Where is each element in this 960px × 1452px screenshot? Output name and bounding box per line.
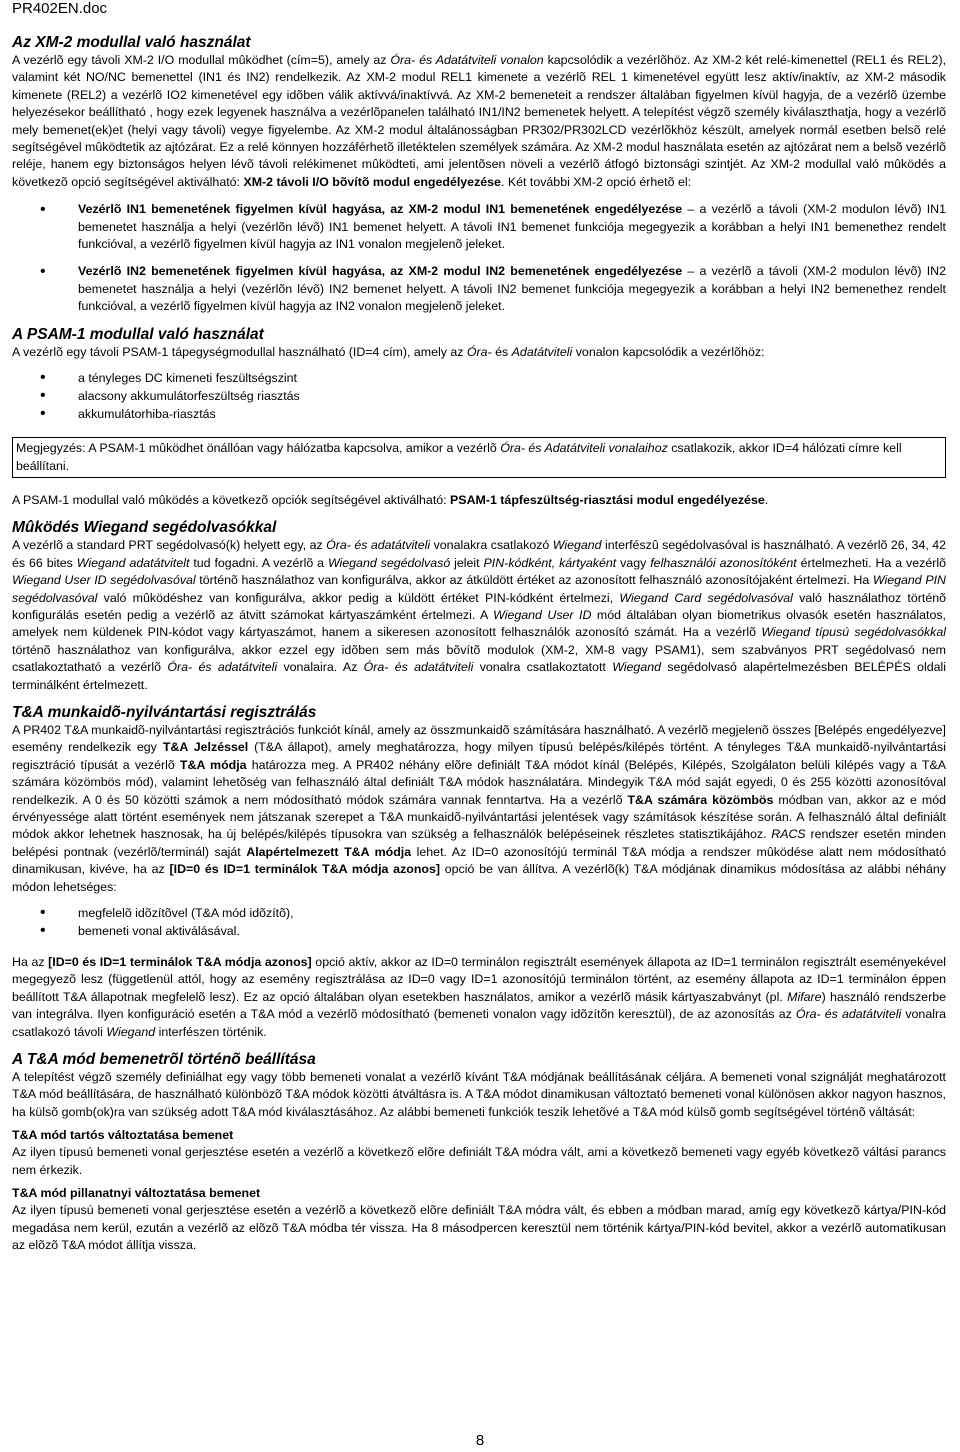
page-number: 8: [475, 1432, 485, 1449]
heading-ta-registration: T&A munkaidõ-nyilvántartási regisztrálás: [12, 703, 317, 721]
heading-xm2: Az XM-2 modullal való használat: [12, 34, 251, 51]
psam-paragraph: A vezérlõ egy távoli PSAM-1 tápegységmodullal használható (ID=4 cím), amely az Óra- és Adatátviteli vonalon kapcsolódik a vezérlõhöz:: [12, 344, 765, 359]
psam-feature-list: [12, 369, 946, 423]
ta-method-item: • megfelelõ idõzítõvel (T&A mód idõzítõ),: [12, 904, 946, 922]
xm2-option-in2: • Vezérlõ IN2 bemenetének figyelmen kívül hagyása, az XM-2 modul IN2 bemenetének engedélyezése – a vezérlõ a távoli (XM-2 modulon lévõ) IN2 bemenetet használja a helyi (vezérlõn lévõ) IN2 bemenet helyett. A távoli IN2 bemenet funkciója megegyezik a korábban a helyi IN2 bemenethez rendelt funkcióval, a vezérlõ figyelmen kívül hagyja az IN2 vonalon megjelenõ jeleket.: [12, 263, 946, 315]
psam-feature-item: • alacsony akkumulátorfeszültség riasztás: [12, 387, 946, 405]
ta-paragraph-2: Ha az [ID=0 és ID=1 terminálok T&A módja azonos] opció aktív, akkor az ID=0 terminálon regisztrált események állapota az ID=1 terminálon regisztrált eseményekével megegyezõ lesz (függetlenül attól, hogy az esemény regisztrálása az ID=0 vagy ID=1 azonosítójú terminálon történt, az esemény állapota az ID=1 terminálon éppen beállított T&A állapotnak megfelelõ lesz). Ez az opció általában olyan esetekben használatos, amikor a vezérlõ másik kártyaszabványt (pl. Mifare) használó rendszerbe van integrálva. Ilyen konfiguráció esetén a T&A mód a vezérlõ módosítható (bemeneti vonalon vagy idõzítõn keresztül), de az azonosítás az Óra- és adatátviteli vonalra csatlakozó távoli Wiegand interfészen történik.: [12, 955, 946, 1039]
heading-psam: A PSAM-1 modullal való használat: [12, 325, 264, 343]
subheading-permanent-change: T&A mód tartós változtatása bemenet: [12, 1128, 234, 1143]
psam-note-box: Megjegyzés: A PSAM-1 mûködhet önállóan vagy hálózatba kapcsolva, amikor a vezérlõ Óra- és Adatátviteli vonalaihoz csatlakozik, akkor ID=4 hálózati címre kell beállítani.: [12, 437, 946, 478]
ta-paragraph: A PR402 T&A munkaidõ-nyilvántartási regisztrációs funkciót kínál, amely az összmunkaidõ számítására használható. A vezérlõ megjelenõ összes [Belépés engedélyezve] esemény rendelkezik egy T&A Jelzéssel (T&A állapot), amely meghatározza, hogy milyen típusú belépés/kilépés történt. A tényleges T&A munkaidõ-nyilvántartási regisztráció típusát a vezérlõ T&A módja határozza meg. A PR402 néhány elõre definiált T&A módot kínál (Belépés, Kilépés, Szolgálaton belüli kilépés vagy a T&A számára közömbös mód), valamint lehetõség van felhasználó által definiált T&A módok használatára. Mindegyik T&A mód saját egyedi, 0 és 255 közötti azonosítóval rendelkezik. A 0 és 50 közötti számok a nem módosítható módok számára vannak fenntartva. Ha a vezérlõ T&A számára közömbös módban van, akkor az e mód érvényessége alatt történt események nem játszanak szerepet a T&A munkaidõ-nyilvántartási jelentések vagy számítások készítése során. A felhasználó által definiált módok akkor lehetnek hasznosak, ha új belépés/kilépés típusokra van szükség a felhasználók belépéseinek részletes statisztikájához. RACS rendszer esetén minden belépési pontnak (vezérlõ/terminál) saját Alapértelmezett T&A módja lehet. Az ID=0 azonosítójú terminál T&A módja a rendszer mûködése alatt nem módosítható dinamikusan, kivéve, ha az [ID=0 és ID=1 terminálok T&A módja azonos] opció be van állítva. A vezérlõ(k) T&A módjának dinamikus módosítása az alábbi néhány módon lehetséges:: [12, 722, 947, 894]
document-body: [12, 34, 946, 1254]
heading-wiegand: Mûködés Wiegand segédolvasókkal: [12, 519, 277, 537]
psam-feature-item: • a tényleges DC kimeneti feszültségszint: [12, 369, 946, 387]
xm2-option-in1: • Vezérlõ IN1 bemenetének figyelmen kívül hagyása, az XM-2 modul IN1 bemenetének engedélyezése – a vezérlõ a távoli (XM-2 modulon lévõ) IN1 bemenetet használja a helyi (vezérlõn lévõ) IN1 bemenet helyett. A távoli IN1 bemenet funkciója megegyezik a korábban a helyi IN1 bemenethez rendelt funkcióval, a vezérlõ figyelmen kívül hagyja az IN1 vonalon megjelenõ jeleket.: [12, 201, 946, 253]
heading-ta-mode-input: A T&A mód bemenetrõl történõ beállítása: [12, 1051, 316, 1069]
document-filename: PR402EN.doc: [12, 0, 108, 17]
xm2-paragraph: A vezérlõ egy távoli XM-2 I/O modullal mûködhet (cím=5), amely az Óra- és Adatátviteli vonalon kapcsolódik a vezérlõhöz. Az XM-2 két relé-kimenettel (REL1 és REL2), valamint két NO/NC bemenettel (IN1 és IN2) rendelkezik. Az XM-2 modul REL1 kimenete a vezérlõ REL 1 kimenetével együtt lesz aktív/inaktív, az XM-2 második kimenete (REL2) a vezérlõ IO2 kimenetével egy idõben válik aktívvá/inaktívvá. Az XM-2 bemeneteit a rendszer általában figyelmen kívül hagyja, de a vezérlõ üzembe helyezésekor beállítható , hogy ezek legyenek használva a vezérlõpanelen található IN1/IN2 bemenetek helyett. A telepítést végzõ személy kiválaszthatja, hogy a vezérlõ mely bemenet(ek)et (helyi vagy távoli) vegye figyelembe. Az XM-2 modul általánosságban PR302/PR302LCD vezérlõkhöz készült, amelyek normál esetben belsõ relé segítségével mûködtetik az ajtózárat. Ez a relé könnyen hozzáférhetõ illetéktelen személyek számára. Az XM-2 modul használata esetén az ajtózárat nem a belsõ vezérlõ reléje, hanem egy biztonságos helyen lévõ távoli relékimenet mûködteti, ami jelentõsen növeli a vezérlõ átfogó biztonsági szintjét. Az XM-2 modullal való mûködés a következõ opció segítségével aktiválható: XM-2 távoli I/O bõvítõ modul engedélyezése. Két további XM-2 opció érhetõ el:: [12, 53, 947, 189]
wiegand-paragraph: A vezérlõ a standard PRT segédolvasó(k) helyett egy, az Óra- és adatátviteli vonalakra csatlakozó Wiegand interfészû segédolvasóval is használható. A vezérlõ 26, 34, 42 és 66 bites Wiegand adatátvitelt tud fogadni. A vezérlõ a Wiegand segédolvasó jeleit PIN-kódként, kártyaként vagy felhasználói azonosítóként értelmezheti. Ha a vezérlõ Wiegand User ID segédolvasóval történõ használathoz van konfigurálva, akkor az átküldött értéket az azonosított felhasználó azonosítójaként értelmezi. Ha Wiegand PIN segédolvasóval való mûködéshez van konfigurálva, akkor pedig a küldött értéket PIN-kódként értelmezi, Wiegand Card segédolvasóval való használathoz történõ konfigurálás esetén pedig a vezérlõ az átvitt számokat kártyaszámként értelmezi. A Wiegand User ID mód általában olyan biometrikus olvasók esetén használatos, amelyek nem küldenek PIN-kódot vagy kártyaszámot, hanem a sikeresen azonosított felhasználók azonosító számát. Ha a vezérlõ Wiegand típusú segédolvasókkal történõ használathoz van konfigurálva, akkor ezzel egy idõben sem más bõvítõ modulok (XM-2, XM-8 vagy PSAM1), sem szabványos PRT segédolvasó nem csatlakoztatható a vezérlõ Óra- és adatátviteli vonalaira. Az Óra- és adatátviteli vonalra csatlakoztatott Wiegand segédolvasó alapértelmezésben BELÉPÉS oldali terminálként értelmezett.: [12, 538, 947, 692]
subheading-momentary-change: T&A mód pillanatnyi változtatása bemenet: [12, 1186, 261, 1201]
ta-method-list: [12, 904, 946, 940]
permanent-change-text: Az ilyen típusú bemeneti vonal gerjesztése esetén a vezérlõ a következõ elõre definiált T&A módra vált, ami a következõ bemeneti vagy egyéb következõ váltási parancs nem érkezik.: [12, 1145, 946, 1177]
ta-mode-paragraph: A telepítést végzõ személy definiálhat egy vagy több bemeneti vonalat a vezérlõ kívánt T&A módjának beállításának céljára. A bemeneti vonal szignálját meghatározott T&A mód beállítására, de használható különbözõ T&A módok közötti átváltásra is. A T&A módot dinamikusan változtató bemeneti vonal különösen akkor nagyon hasznos, ha külsõ gomb(ok)ra van szükség adott T&A mód kiválasztásához. Az alábbi bemeneti funkciók teszik lehetõvé a T&A mód külsõ gomb segítségével történõ váltását:: [12, 1070, 946, 1119]
xm2-option-list: [12, 201, 946, 315]
momentary-change-text: Az ilyen típusú bemeneti vonal gerjesztése esetén a vezérlõ a következõ elõre definiált T&A módra vált, és ebben a módban marad, amíg egy következõ kártya/PIN-kód megadása nem kerül, ezután a vezérlõ az elõzõ T&A módba tér vissza. Ha 8 másodpercen keresztül nem történik kártya/PIN-kód bevitel, akkor a vezérlõ automatikusan az elõzõ T&A módot állítja vissza.: [12, 1203, 946, 1252]
psam-feature-item: • akkumulátorhiba-riasztás: [12, 405, 946, 423]
psam-activation-paragraph: A PSAM-1 modullal való mûködés a következõ opciók segítségével aktiválható: PSAM-1 tápfeszültség-riasztási modul engedélyezése.: [12, 492, 769, 507]
ta-method-item: • bemeneti vonal aktiválásával.: [12, 922, 946, 940]
